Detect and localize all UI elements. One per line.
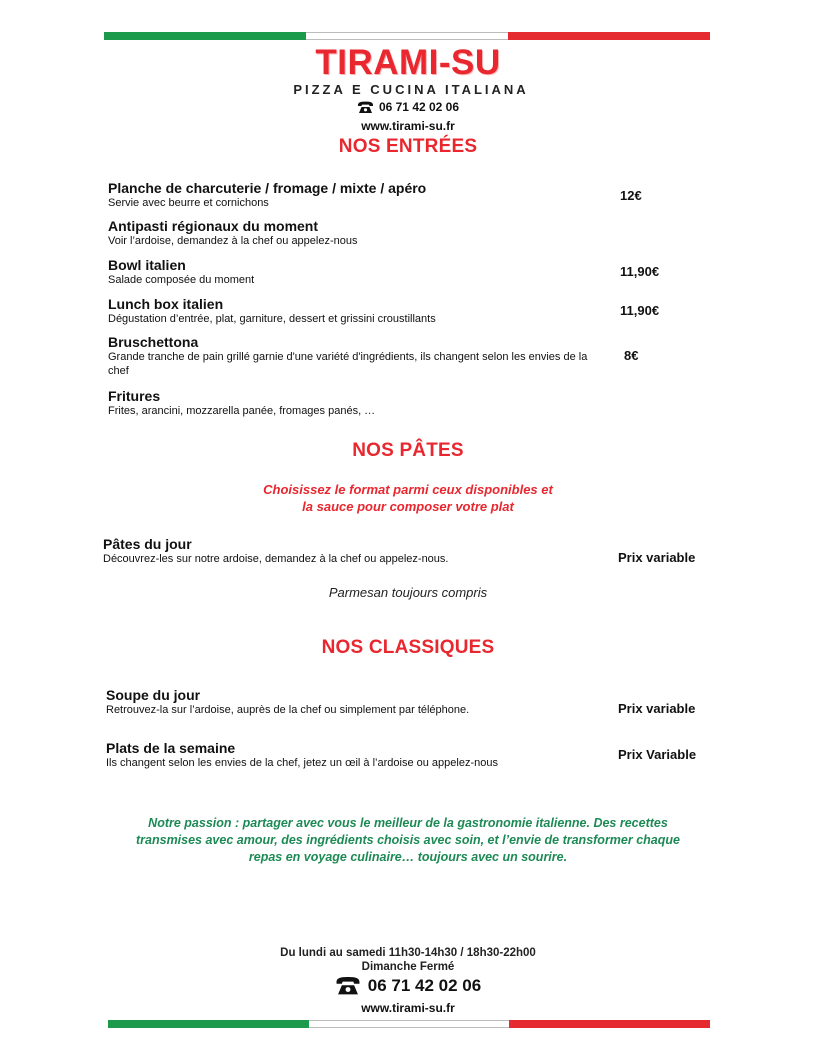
header-website: www.tirami-su.fr: [361, 118, 455, 133]
menu-item: [103, 536, 603, 566]
restaurant-logo: [0, 44, 816, 133]
item-name: Bruschettona: [108, 334, 199, 350]
closed-day: Dimanche Fermé: [361, 961, 455, 973]
menu-item: [108, 296, 608, 326]
item-price: Prix Variable: [618, 747, 697, 762]
flag-white-segment: [306, 32, 508, 40]
item-price: Prix variable: [618, 550, 696, 565]
passion-statement: [102, 815, 714, 866]
section-title-classiques: NOS CLASSIQUES: [321, 637, 495, 658]
item-name: Planche de charcuterie / fromage / mixte / apéro: [108, 180, 427, 196]
footer-phone-number: 06 71 42 02 06: [367, 976, 482, 995]
menu-item: [106, 687, 606, 717]
bottom-flag-bar: [108, 1020, 710, 1028]
item-name: Fritures: [108, 388, 161, 404]
opening-hours: Du lundi au samedi 11h30-14h30 / 18h30-22h00: [280, 947, 536, 959]
item-price: 11,90€: [620, 303, 660, 318]
item-name: Bowl italien: [108, 257, 186, 273]
item-description: Ils changent selon les envies de la chef, jetez un œil à l’ardoise ou appelez-nous: [106, 757, 498, 769]
pates-instructions: [0, 481, 816, 515]
menu-item: [106, 740, 606, 770]
flag-red-segment: [509, 1020, 710, 1028]
section-title-pates: NOS PÂTES: [352, 440, 464, 461]
item-name: Lunch box italien: [108, 296, 224, 312]
item-description: Dégustation d’entrée, plat, garniture, dessert et grissini croustillants: [108, 313, 436, 325]
item-price: 12€: [620, 188, 642, 203]
section-title-entrees: NOS ENTRÉES: [338, 136, 478, 157]
flag-white-segment: [309, 1020, 510, 1028]
brand-tagline: PIZZA E CUCINA ITALIANA: [293, 82, 529, 97]
item-description: Frites, arancini, mozzarella panée, fromages panés, …: [108, 405, 376, 417]
telephone-icon: [357, 101, 374, 114]
top-flag-bar: [104, 32, 710, 40]
menu-item: [108, 180, 608, 210]
flag-red-segment: [508, 32, 710, 40]
footer: [0, 946, 816, 1016]
item-description: Servie avec beurre et cornichons: [108, 197, 269, 209]
item-name: Antipasti régionaux du moment: [108, 218, 319, 234]
menu-item: [108, 334, 598, 378]
item-name: Soupe du jour: [106, 687, 201, 703]
passion-line: repas en voyage culinaire… toujours avec un sourire.: [248, 850, 568, 864]
pates-instructions-line: la sauce pour composer votre plat: [302, 499, 514, 514]
item-description: Salade composée du moment: [108, 274, 255, 286]
item-price: Prix variable: [618, 701, 696, 716]
item-price: 11,90€: [620, 264, 660, 279]
header-phone: [357, 99, 459, 115]
parmesan-note: Parmesan toujours compris: [328, 585, 488, 600]
item-name: Pâtes du jour: [103, 536, 192, 552]
item-description: Grande tranche de pain grillé garnie d'une variété d'ingrédients, ils changent selon les envies de la chef: [108, 351, 588, 377]
menu-item: [108, 257, 608, 287]
telephone-icon: [335, 976, 361, 996]
pates-instructions-line: Choisissez le format parmi ceux disponibles et: [263, 482, 553, 497]
item-name: Plats de la semaine: [106, 740, 236, 756]
item-description: Découvrez-les sur notre ardoise, demandez à la chef ou appelez-nous.: [103, 553, 449, 565]
flag-green-segment: [104, 32, 306, 40]
passion-line: Notre passion : partager avec vous le meilleur de la gastronomie italienne. Des recettes: [148, 816, 668, 830]
item-price: 8€: [624, 348, 639, 363]
passion-line: transmises avec amour, des ingrédients choisis avec soin, et l’envie de transformer chaque: [136, 833, 680, 847]
header-phone-number: 06 71 42 02 06: [378, 100, 460, 114]
item-description: Voir l’ardoise, demandez à la chef ou appelez-nous: [108, 235, 358, 247]
footer-website: www.tirami-su.fr: [361, 1001, 455, 1015]
menu-item: [108, 388, 608, 418]
menu-item: [108, 218, 608, 248]
footer-phone: [335, 975, 481, 997]
flag-green-segment: [108, 1020, 309, 1028]
item-description: Retrouvez-la sur l’ardoise, auprès de la chef ou simplement par téléphone.: [106, 704, 470, 716]
brand-name: TIRAMI-SU: [315, 43, 501, 82]
